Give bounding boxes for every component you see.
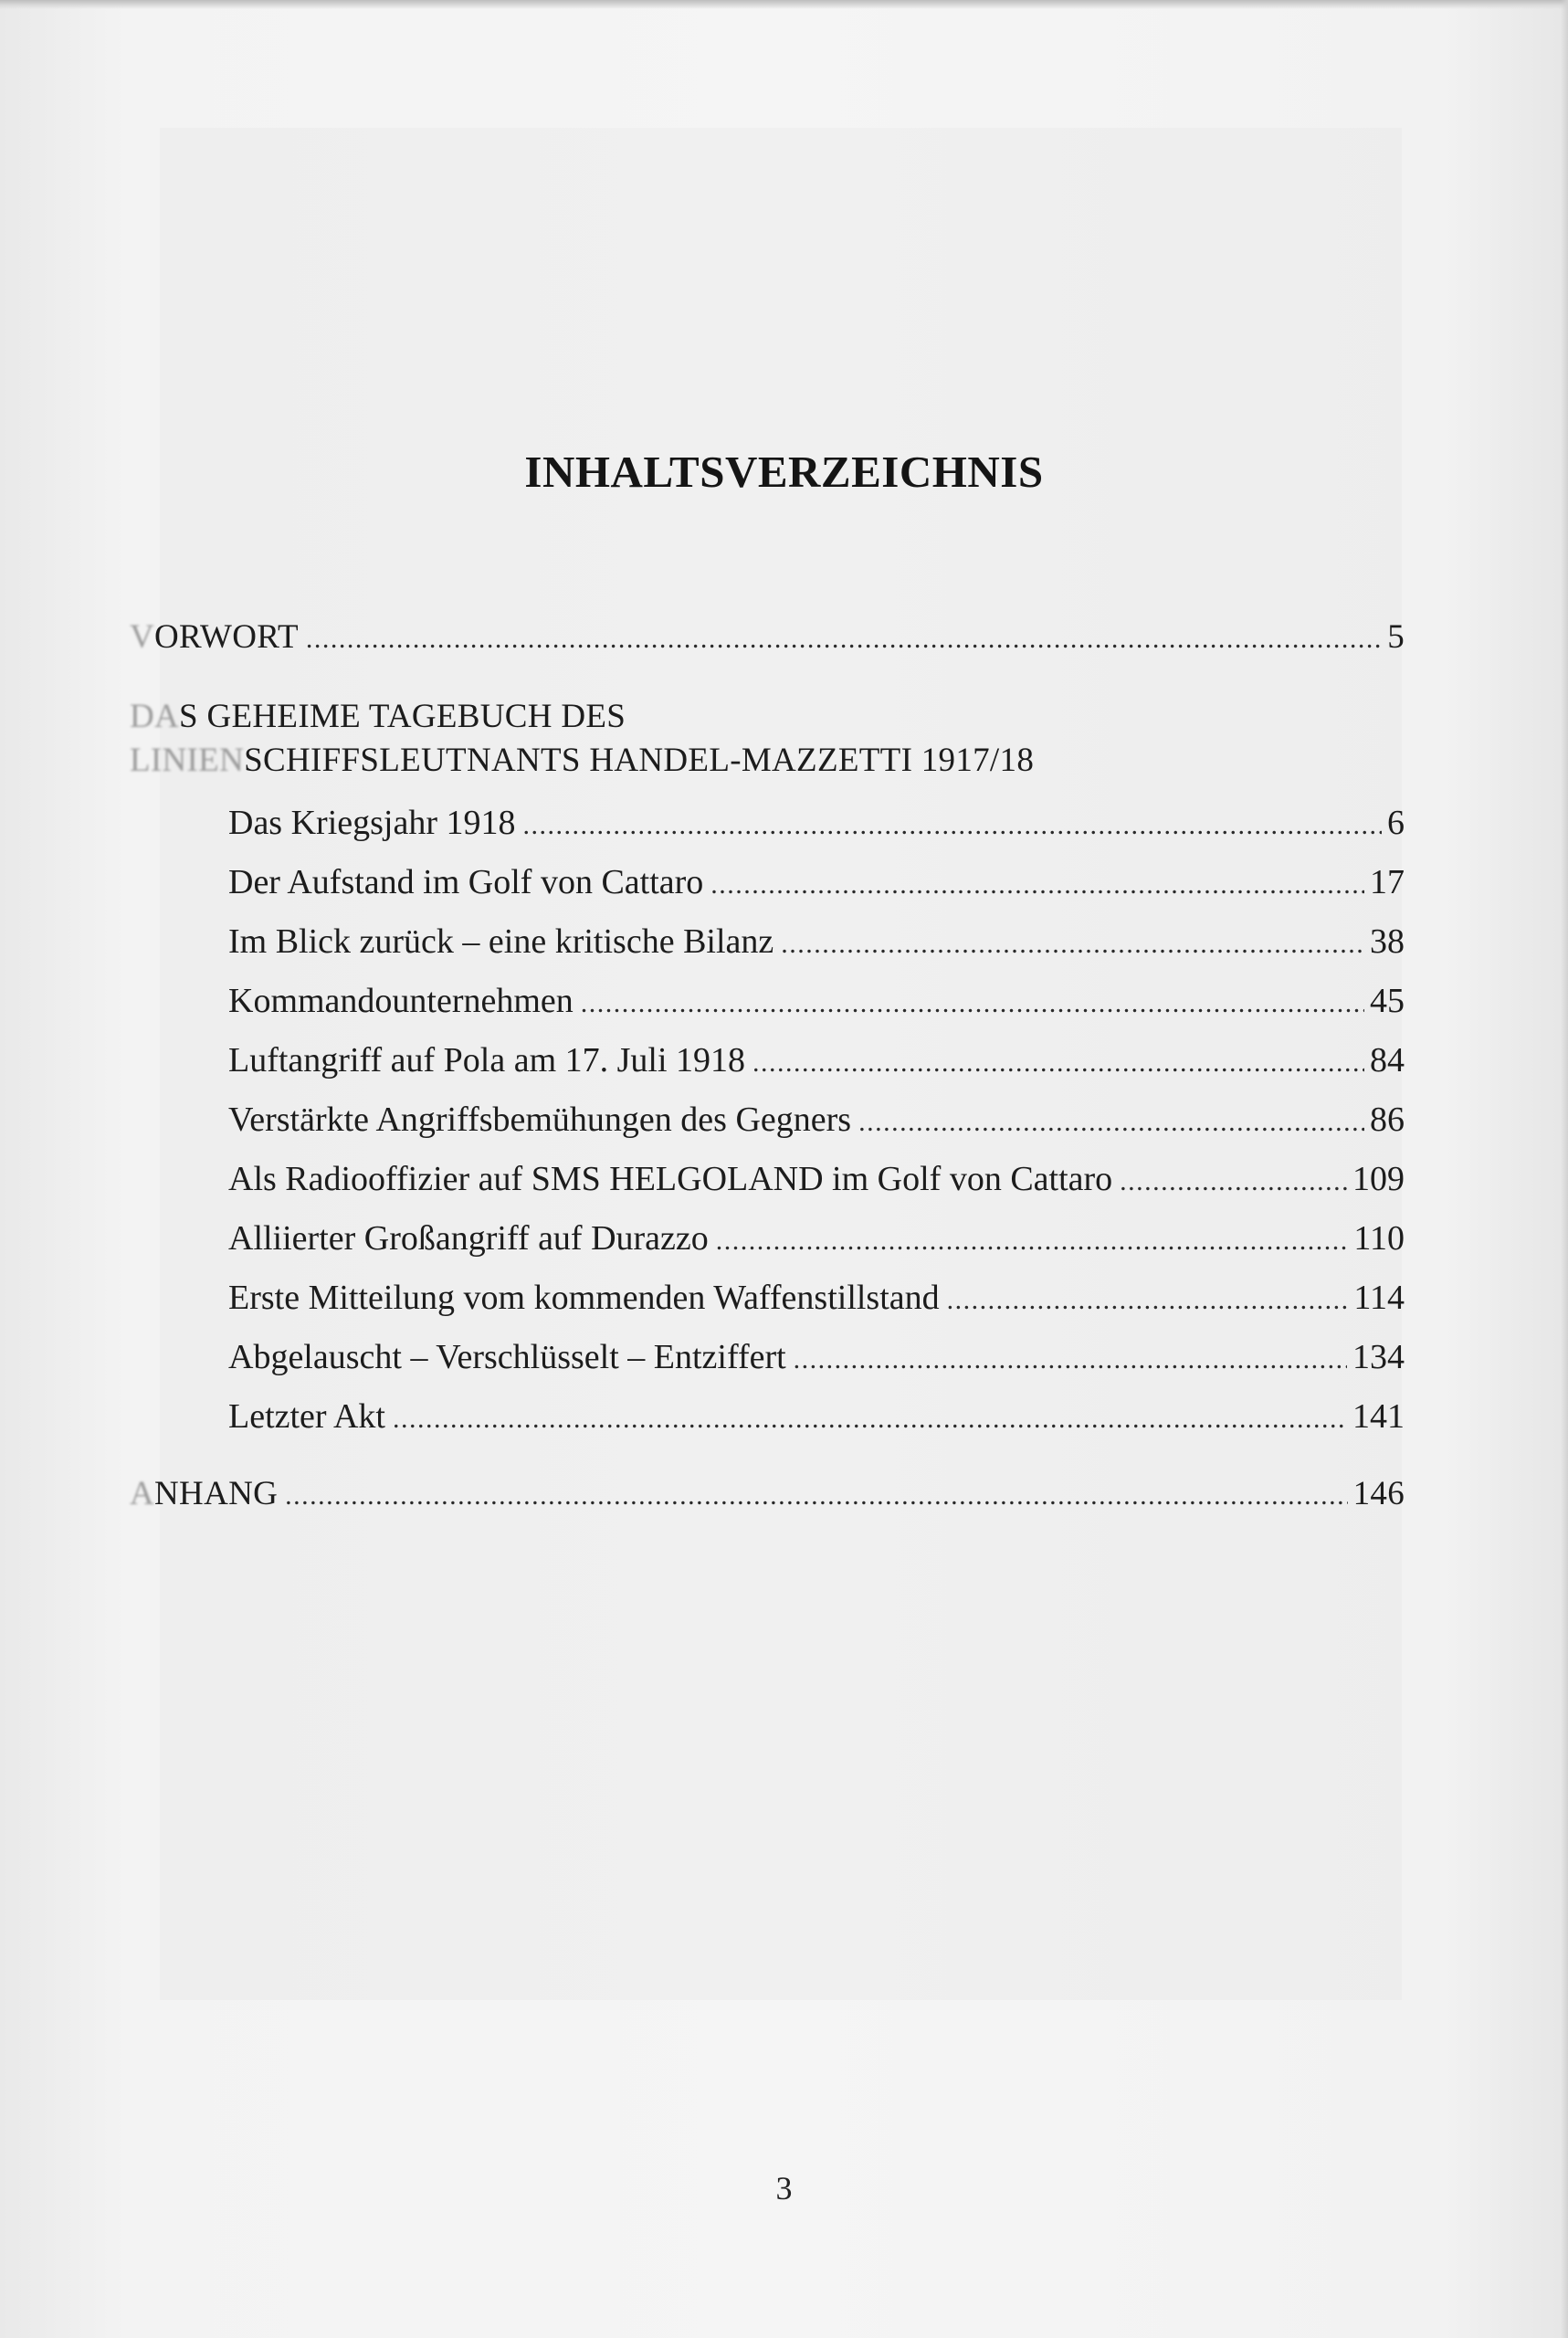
- toc-entry-label: Alliierter Großangriff auf Durazzo: [228, 1219, 709, 1258]
- toc-entry: [228, 1277, 1405, 1322]
- toc-heading-tagebuch-line2: LINIENSCHIFFSLEUTNANTS HANDEL-MAZZETTI 1917/18: [130, 742, 1035, 779]
- toc-entry-page: 6: [1387, 804, 1405, 842]
- toc-entry: [228, 921, 1405, 965]
- dot-leader: [752, 1039, 1364, 1084]
- dot-leader: [393, 1395, 1347, 1440]
- toc-entry-label: ANHANG: [130, 1475, 279, 1512]
- toc-entry-page: 86: [1370, 1101, 1405, 1139]
- toc-heading-tagebuch-line1: DAS GEHEIME TAGEBUCH DES: [130, 698, 626, 735]
- toc-entry-page: 45: [1370, 982, 1405, 1020]
- toc-entry: [228, 1039, 1405, 1084]
- toc-entry-page: 114: [1353, 1279, 1405, 1317]
- toc-entry-label: VORWORT: [130, 618, 299, 656]
- toc-entry-vorwort: [130, 616, 1405, 660]
- page-top-edge: [0, 0, 1568, 9]
- dot-leader: [581, 980, 1364, 1025]
- toc-entry-label: Verstärkte Angriffsbemühungen des Gegners: [228, 1101, 852, 1139]
- toc-entry: [228, 1336, 1405, 1381]
- toc-entry-label: Als Radiooffizier auf SMS HELGOLAND im Golf von Cattaro: [228, 1160, 1113, 1198]
- toc-entry: [228, 1395, 1405, 1440]
- toc-entry-page: 146: [1352, 1475, 1405, 1512]
- dot-leader: [716, 1217, 1349, 1262]
- page-number: 3: [775, 2170, 793, 2206]
- toc-entry-page: 38: [1370, 922, 1405, 961]
- dot-leader: [858, 1099, 1364, 1143]
- dot-leader: [285, 1473, 1347, 1517]
- toc-entry: [228, 1217, 1405, 1262]
- toc-entry: [228, 802, 1405, 847]
- dot-leader: [710, 861, 1364, 906]
- toc-entry-page: 109: [1352, 1160, 1405, 1198]
- dot-leader: [947, 1277, 1349, 1322]
- toc-entry-page: 134: [1352, 1338, 1405, 1376]
- toc-entry: [228, 1099, 1405, 1143]
- toc-entry-label: Erste Mitteilung vom kommenden Waffenstillstand: [228, 1279, 940, 1317]
- toc-entry-page: 17: [1370, 863, 1405, 901]
- toc-entry-label: Kommandounternehmen: [228, 982, 574, 1020]
- toc-entry: [228, 1158, 1405, 1203]
- toc-entry-page: 5: [1387, 618, 1405, 656]
- toc-entry-page: 110: [1353, 1219, 1405, 1258]
- toc-entry-page: 84: [1370, 1041, 1405, 1079]
- toc-entry-label: Das Kriegsjahr 1918: [228, 804, 516, 842]
- dot-leader: [794, 1336, 1347, 1381]
- toc-entry-label: Abgelauscht – Verschlüsselt – Entziffert: [228, 1338, 786, 1376]
- toc-entry-label: Der Aufstand im Golf von Cattaro: [228, 863, 704, 901]
- toc-entry-anhang: [130, 1473, 1405, 1517]
- dot-leader: [1120, 1158, 1347, 1203]
- page-title: INHALTSVERZEICHNIS: [524, 447, 1044, 497]
- toc-entry-label: Im Blick zurück – eine kritische Bilanz: [228, 922, 774, 961]
- dot-leader: [522, 802, 1382, 847]
- toc-entry-page: 141: [1352, 1397, 1405, 1436]
- toc-entry: [228, 861, 1405, 906]
- toc-entry: [228, 980, 1405, 1025]
- toc-entry-label: Luftangriff auf Pola am 17. Juli 1918: [228, 1041, 746, 1079]
- dot-leader: [306, 616, 1382, 660]
- page-right-edge: [1561, 0, 1568, 2338]
- dot-leader: [781, 921, 1364, 965]
- toc-entry-label: Letzter Akt: [228, 1397, 385, 1436]
